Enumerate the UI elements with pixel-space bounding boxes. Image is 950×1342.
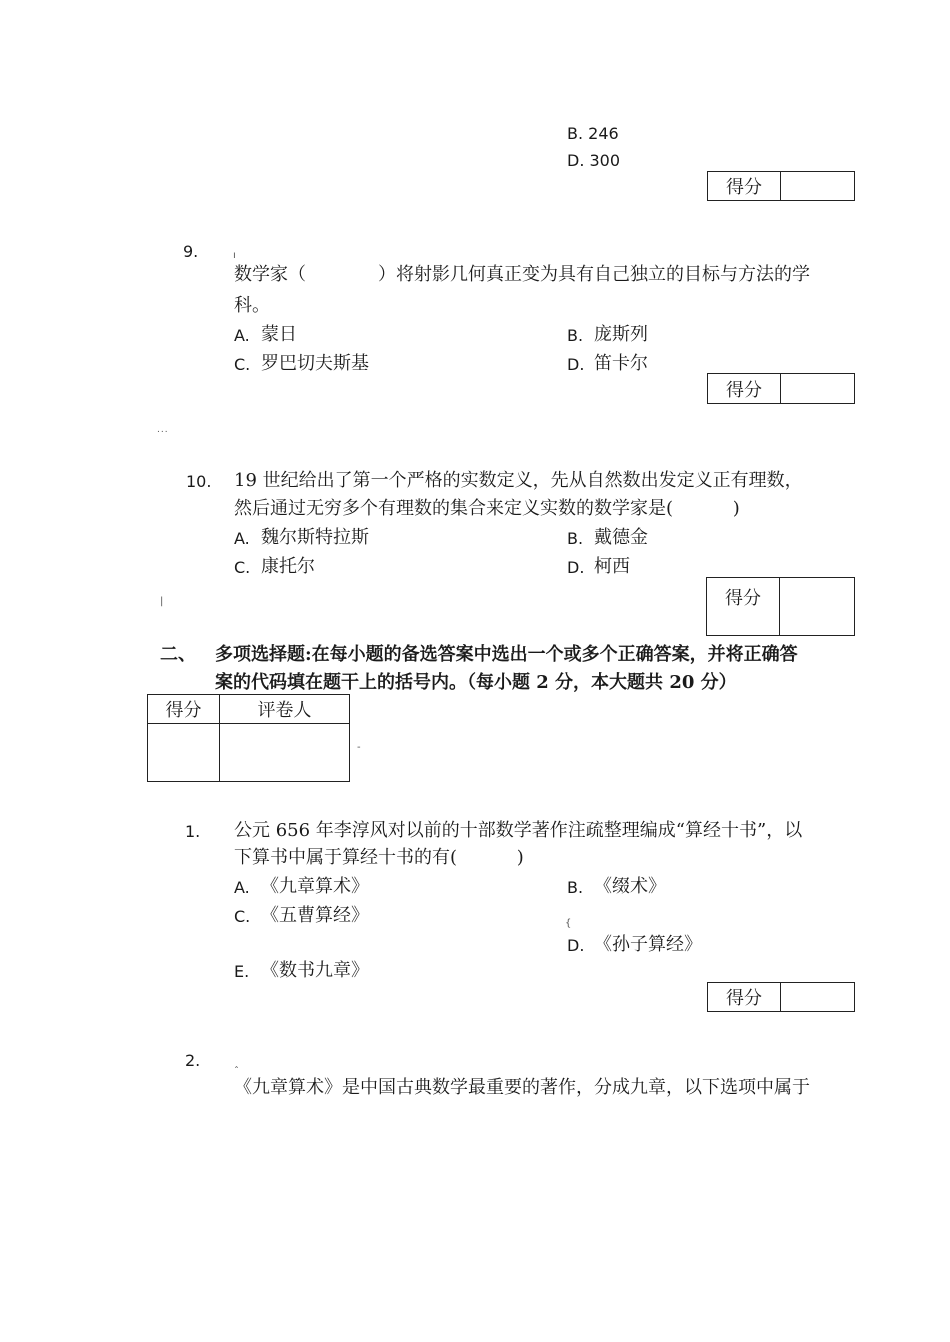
mq2-stem-line1: 《九章算术》是中国古典数学最重要的著作，分成九章，以下选项中属于 xyxy=(234,1077,810,1098)
grader-name-header: 评卷人 xyxy=(220,695,349,724)
q9-option-c-key: C. xyxy=(234,355,251,374)
section2-heading-line2: 案的代码填在题干上的括号内。（每小题 2 分，本大题共 20 分） xyxy=(215,672,737,693)
q10-option-a[interactable]: 魏尔斯特拉斯 xyxy=(261,527,369,548)
score-label: 得分 xyxy=(708,374,781,403)
stray-brace-mark: { xyxy=(565,918,572,929)
grader-score-header: 得分 xyxy=(148,695,220,724)
q10-option-d-key: D. xyxy=(567,558,585,577)
q10-option-d[interactable]: 柯西 xyxy=(594,556,630,577)
q9-option-d[interactable]: 笛卡尔 xyxy=(594,353,648,374)
score-box-q9 xyxy=(707,373,855,404)
q9-stem-line2: 科。 xyxy=(234,295,270,316)
score-label: 得分 xyxy=(708,983,781,1011)
q9-option-c[interactable]: 罗巴切夫斯基 xyxy=(261,353,369,374)
q9-stem-line1: 数学家（ ）将射影几何真正变为具有自己独立的目标与方法的学 xyxy=(234,264,810,285)
q9-option-b[interactable]: 庞斯列 xyxy=(594,324,648,345)
q10-stem-line1: 19 世纪给出了第一个严格的实数定义，先从自然数出发定义正有理数， xyxy=(234,470,803,491)
mq1-stem-line1: 公元 656 年李淳风对以前的十部数学著作注疏整理编成“算经十书”，以 xyxy=(234,820,803,841)
score-value-cell[interactable] xyxy=(781,983,854,1011)
mq1-option-e[interactable]: 《数书九章》 xyxy=(261,960,369,981)
section2-number: 二、 xyxy=(160,644,196,665)
option-d-prev: D. 300 xyxy=(567,151,621,170)
score-box-mq1 xyxy=(707,982,855,1012)
score-box-q8 xyxy=(707,171,855,201)
q10-option-b-key: B. xyxy=(567,529,584,548)
section2-heading-line1: 多项选择题:在每小题的备选答案中选出一个或多个正确答案，并将正确答 xyxy=(215,644,798,665)
q9-option-a-key: A. xyxy=(234,326,250,345)
text-cursor-mark: ı xyxy=(233,250,236,261)
stray-dots-mark: ... xyxy=(157,425,169,435)
stray-dash-mark: - xyxy=(357,742,361,753)
q10-option-b[interactable]: 戴德金 xyxy=(594,527,648,548)
score-label: 得分 xyxy=(708,172,781,200)
mq1-option-c[interactable]: 《五曹算经》 xyxy=(261,905,369,926)
mq1-number: 1. xyxy=(185,822,201,841)
score-value-cell[interactable] xyxy=(780,578,854,635)
grader-score-cell[interactable] xyxy=(148,724,220,781)
option-b-prev: B. 246 xyxy=(567,124,619,143)
q9-option-a[interactable]: 蒙日 xyxy=(261,324,297,345)
grader-table xyxy=(147,694,350,782)
stray-bar-mark: | xyxy=(160,596,164,607)
grader-name-cell[interactable] xyxy=(220,724,349,781)
stray-caret-mark: ˆ xyxy=(234,1066,239,1077)
q10-option-a-key: A. xyxy=(234,529,250,548)
q9-number: 9. xyxy=(183,242,199,261)
q9-option-b-key: B. xyxy=(567,326,584,345)
score-value-cell[interactable] xyxy=(781,374,854,403)
q10-stem-line2: 然后通过无穷多个有理数的集合来定义实数的数学家是( ) xyxy=(234,498,740,519)
q10-option-c-key: C. xyxy=(234,558,251,577)
mq1-option-b-key: B. xyxy=(567,878,584,897)
score-box-q10 xyxy=(706,577,855,636)
mq1-option-e-key: E. xyxy=(234,962,250,981)
q10-number: 10. xyxy=(186,472,212,491)
mq1-option-a-key: A. xyxy=(234,878,250,897)
mq1-option-b[interactable]: 《缀术》 xyxy=(594,876,666,897)
q9-option-d-key: D. xyxy=(567,355,585,374)
score-label: 得分 xyxy=(707,578,780,635)
mq2-number: 2. xyxy=(185,1051,201,1070)
mq1-option-d-key: D. xyxy=(567,936,585,955)
mq1-option-c-key: C. xyxy=(234,907,251,926)
score-value-cell[interactable] xyxy=(781,172,854,200)
mq1-option-a[interactable]: 《九章算术》 xyxy=(261,876,369,897)
q10-option-c[interactable]: 康托尔 xyxy=(261,556,315,577)
mq1-option-d[interactable]: 《孙子算经》 xyxy=(594,934,702,955)
mq1-stem-line2: 下算书中属于算经十书的有( ) xyxy=(234,847,524,868)
